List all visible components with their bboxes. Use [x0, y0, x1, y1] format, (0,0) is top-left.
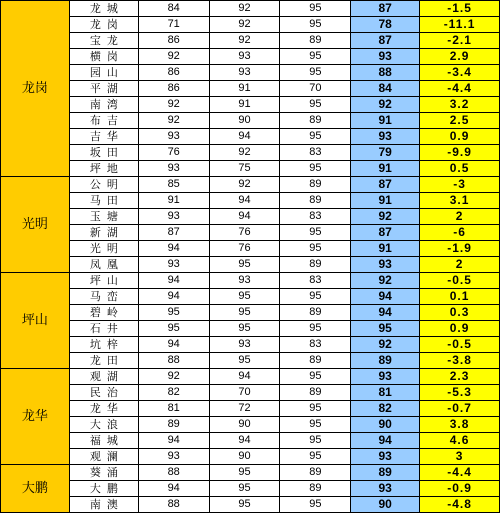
difference-cell: -6: [420, 225, 500, 241]
score-a-cell: 87: [138, 225, 209, 241]
unit-name-cell: 碧岭: [69, 305, 138, 321]
table-row: [1, 17, 500, 33]
difference-cell: 0.9: [420, 321, 500, 337]
difference-cell: -4.8: [420, 497, 500, 513]
score-c-cell: 83: [280, 337, 351, 353]
table-row: [1, 401, 500, 417]
score-a-cell: 92: [138, 97, 209, 113]
table-row: [1, 49, 500, 65]
score-c-cell: 89: [280, 33, 351, 49]
total-score-cell: 90: [351, 497, 420, 513]
difference-cell: -1.9: [420, 241, 500, 257]
score-a-cell: 94: [138, 289, 209, 305]
score-c-cell: 83: [280, 273, 351, 289]
total-score-cell: 82: [351, 401, 420, 417]
score-c-cell: 89: [280, 113, 351, 129]
difference-cell: 0.3: [420, 305, 500, 321]
score-c-cell: 95: [280, 1, 351, 17]
difference-cell: 0.1: [420, 289, 500, 305]
table-row: [1, 289, 500, 305]
total-score-cell: 92: [351, 337, 420, 353]
table-row: [1, 161, 500, 177]
score-c-cell: 95: [280, 129, 351, 145]
total-score-cell: 94: [351, 433, 420, 449]
score-a-cell: 93: [138, 449, 209, 465]
unit-name-cell: 坪山: [69, 273, 138, 289]
score-b-cell: 93: [209, 65, 280, 81]
table-row: [1, 177, 500, 193]
score-c-cell: 95: [280, 65, 351, 81]
total-score-cell: 91: [351, 241, 420, 257]
table-row: [1, 97, 500, 113]
score-b-cell: 90: [209, 113, 280, 129]
total-score-cell: 79: [351, 145, 420, 161]
score-a-cell: 92: [138, 113, 209, 129]
difference-cell: -11.1: [420, 17, 500, 33]
score-a-cell: 93: [138, 209, 209, 225]
unit-name-cell: 平湖: [69, 81, 138, 97]
score-a-cell: 76: [138, 145, 209, 161]
total-score-cell: 92: [351, 209, 420, 225]
score-c-cell: 89: [280, 481, 351, 497]
unit-name-cell: 龙华: [69, 401, 138, 417]
unit-name-cell: 光明: [69, 241, 138, 257]
unit-name-cell: 坂田: [69, 145, 138, 161]
table-row: [1, 193, 500, 209]
difference-cell: -9.9: [420, 145, 500, 161]
total-score-cell: 93: [351, 481, 420, 497]
table-row: [1, 337, 500, 353]
unit-name-cell: 南澳: [69, 497, 138, 513]
total-score-cell: 87: [351, 33, 420, 49]
score-a-cell: 71: [138, 17, 209, 33]
score-a-cell: 86: [138, 81, 209, 97]
score-b-cell: 90: [209, 449, 280, 465]
table-row: [1, 321, 500, 337]
total-score-cell: 93: [351, 49, 420, 65]
unit-name-cell: 横岗: [69, 49, 138, 65]
total-score-cell: 87: [351, 1, 420, 17]
table-row: [1, 465, 500, 481]
score-c-cell: 89: [280, 305, 351, 321]
difference-cell: 3: [420, 449, 500, 465]
total-score-cell: 81: [351, 385, 420, 401]
total-score-cell: 91: [351, 161, 420, 177]
score-c-cell: 95: [280, 449, 351, 465]
table-row: [1, 305, 500, 321]
score-b-cell: 92: [209, 145, 280, 161]
score-a-cell: 91: [138, 193, 209, 209]
table-row: [1, 65, 500, 81]
difference-cell: -2.1: [420, 33, 500, 49]
score-b-cell: 95: [209, 289, 280, 305]
total-score-cell: 93: [351, 369, 420, 385]
score-c-cell: 95: [280, 497, 351, 513]
district-cell: 坪山: [1, 273, 70, 369]
table-row: [1, 449, 500, 465]
total-score-cell: 92: [351, 273, 420, 289]
score-b-cell: 93: [209, 49, 280, 65]
table-row: [1, 209, 500, 225]
table-row: [1, 353, 500, 369]
score-a-cell: 86: [138, 33, 209, 49]
total-score-cell: 89: [351, 465, 420, 481]
unit-name-cell: 观湖: [69, 369, 138, 385]
score-a-cell: 86: [138, 65, 209, 81]
score-b-cell: 92: [209, 177, 280, 193]
difference-cell: -1.5: [420, 1, 500, 17]
score-a-cell: 93: [138, 129, 209, 145]
table-row: [1, 81, 500, 97]
score-c-cell: 95: [280, 97, 351, 113]
difference-cell: 3.2: [420, 97, 500, 113]
score-a-cell: 88: [138, 465, 209, 481]
difference-cell: -0.9: [420, 481, 500, 497]
unit-name-cell: 南湾: [69, 97, 138, 113]
unit-name-cell: 马田: [69, 193, 138, 209]
unit-name-cell: 民治: [69, 385, 138, 401]
score-b-cell: 93: [209, 337, 280, 353]
total-score-cell: 91: [351, 113, 420, 129]
score-c-cell: 95: [280, 321, 351, 337]
score-a-cell: 88: [138, 353, 209, 369]
score-b-cell: 95: [209, 305, 280, 321]
score-c-cell: 89: [280, 385, 351, 401]
score-c-cell: 83: [280, 209, 351, 225]
difference-cell: 4.6: [420, 433, 500, 449]
table-row: [1, 225, 500, 241]
score-a-cell: 89: [138, 417, 209, 433]
table-row: [1, 433, 500, 449]
score-a-cell: 93: [138, 161, 209, 177]
unit-name-cell: 龙田: [69, 353, 138, 369]
difference-cell: -5.3: [420, 385, 500, 401]
score-c-cell: 89: [280, 465, 351, 481]
total-score-cell: 95: [351, 321, 420, 337]
total-score-cell: 84: [351, 81, 420, 97]
difference-cell: -0.7: [420, 401, 500, 417]
total-score-cell: 93: [351, 449, 420, 465]
unit-name-cell: 宝龙: [69, 33, 138, 49]
score-b-cell: 93: [209, 273, 280, 289]
score-c-cell: 95: [280, 49, 351, 65]
difference-cell: 0.5: [420, 161, 500, 177]
total-score-cell: 87: [351, 225, 420, 241]
table-row: [1, 273, 500, 289]
score-a-cell: 92: [138, 369, 209, 385]
score-c-cell: 95: [280, 161, 351, 177]
table-row: [1, 497, 500, 513]
score-c-cell: 89: [280, 353, 351, 369]
score-a-cell: 85: [138, 177, 209, 193]
score-b-cell: 91: [209, 97, 280, 113]
score-b-cell: 95: [209, 321, 280, 337]
table-row: [1, 385, 500, 401]
score-table-body: [1, 1, 500, 513]
difference-cell: -3.4: [420, 65, 500, 81]
score-b-cell: 75: [209, 161, 280, 177]
score-c-cell: 95: [280, 433, 351, 449]
unit-name-cell: 龙城: [69, 1, 138, 17]
score-c-cell: 95: [280, 225, 351, 241]
district-cell: 龙华: [1, 369, 70, 465]
total-score-cell: 92: [351, 97, 420, 113]
district-cell: 大鹏: [1, 465, 70, 513]
difference-cell: 2: [420, 257, 500, 273]
total-score-cell: 94: [351, 289, 420, 305]
table-row: [1, 417, 500, 433]
score-b-cell: 94: [209, 193, 280, 209]
difference-cell: -3: [420, 177, 500, 193]
score-b-cell: 92: [209, 33, 280, 49]
unit-name-cell: 葵涌: [69, 465, 138, 481]
difference-cell: -4.4: [420, 81, 500, 97]
score-b-cell: 92: [209, 17, 280, 33]
score-c-cell: 83: [280, 145, 351, 161]
score-b-cell: 76: [209, 225, 280, 241]
table-row: [1, 145, 500, 161]
unit-name-cell: 公明: [69, 177, 138, 193]
score-c-cell: 95: [280, 369, 351, 385]
total-score-cell: 91: [351, 193, 420, 209]
unit-name-cell: 坪地: [69, 161, 138, 177]
district-cell: 龙岗: [1, 1, 70, 177]
unit-name-cell: 坑梓: [69, 337, 138, 353]
total-score-cell: 89: [351, 353, 420, 369]
unit-name-cell: 大鹏: [69, 481, 138, 497]
unit-name-cell: 吉华: [69, 129, 138, 145]
difference-cell: 0.9: [420, 129, 500, 145]
score-a-cell: 92: [138, 49, 209, 65]
score-a-cell: 95: [138, 305, 209, 321]
difference-cell: -3.8: [420, 353, 500, 369]
table-row: [1, 33, 500, 49]
difference-cell: 3.1: [420, 193, 500, 209]
score-c-cell: 95: [280, 17, 351, 33]
score-b-cell: 70: [209, 385, 280, 401]
difference-cell: -0.5: [420, 337, 500, 353]
difference-cell: 2.9: [420, 49, 500, 65]
score-b-cell: 91: [209, 81, 280, 97]
unit-name-cell: 观澜: [69, 449, 138, 465]
score-a-cell: 94: [138, 337, 209, 353]
score-a-cell: 94: [138, 433, 209, 449]
table-row: [1, 241, 500, 257]
table-row: [1, 1, 500, 17]
score-c-cell: 95: [280, 241, 351, 257]
score-b-cell: 94: [209, 209, 280, 225]
score-c-cell: 89: [280, 257, 351, 273]
unit-name-cell: 龙岗: [69, 17, 138, 33]
unit-name-cell: 新湖: [69, 225, 138, 241]
total-score-cell: 88: [351, 65, 420, 81]
difference-cell: 2.3: [420, 369, 500, 385]
total-score-cell: 93: [351, 129, 420, 145]
score-b-cell: 76: [209, 241, 280, 257]
unit-name-cell: 玉塘: [69, 209, 138, 225]
district-cell: 光明: [1, 177, 70, 273]
score-c-cell: 95: [280, 289, 351, 305]
table-row: [1, 481, 500, 497]
score-a-cell: 95: [138, 321, 209, 337]
score-a-cell: 94: [138, 273, 209, 289]
score-a-cell: 94: [138, 481, 209, 497]
score-a-cell: 81: [138, 401, 209, 417]
difference-cell: 2: [420, 209, 500, 225]
score-c-cell: 89: [280, 193, 351, 209]
score-b-cell: 94: [209, 369, 280, 385]
unit-name-cell: 大浪: [69, 417, 138, 433]
unit-name-cell: 布吉: [69, 113, 138, 129]
total-score-cell: 78: [351, 17, 420, 33]
score-b-cell: 90: [209, 417, 280, 433]
difference-cell: 2.5: [420, 113, 500, 129]
total-score-cell: 90: [351, 417, 420, 433]
score-c-cell: 95: [280, 417, 351, 433]
score-b-cell: 94: [209, 129, 280, 145]
score-a-cell: 94: [138, 241, 209, 257]
score-b-cell: 95: [209, 353, 280, 369]
difference-cell: 3.8: [420, 417, 500, 433]
score-c-cell: 95: [280, 401, 351, 417]
unit-name-cell: 福城: [69, 433, 138, 449]
table-row: [1, 257, 500, 273]
score-c-cell: 70: [280, 81, 351, 97]
difference-cell: -4.4: [420, 465, 500, 481]
score-a-cell: 82: [138, 385, 209, 401]
table-row: [1, 113, 500, 129]
score-b-cell: 72: [209, 401, 280, 417]
score-b-cell: 94: [209, 433, 280, 449]
total-score-cell: 87: [351, 177, 420, 193]
unit-name-cell: 马峦: [69, 289, 138, 305]
total-score-cell: 93: [351, 257, 420, 273]
score-a-cell: 88: [138, 497, 209, 513]
score-b-cell: 95: [209, 465, 280, 481]
score-b-cell: 95: [209, 481, 280, 497]
unit-name-cell: 园山: [69, 65, 138, 81]
unit-name-cell: 凤凰: [69, 257, 138, 273]
unit-name-cell: 石井: [69, 321, 138, 337]
total-score-cell: 94: [351, 305, 420, 321]
score-b-cell: 95: [209, 497, 280, 513]
table-row: [1, 369, 500, 385]
score-a-cell: 84: [138, 1, 209, 17]
difference-cell: -0.5: [420, 273, 500, 289]
score-b-cell: 92: [209, 1, 280, 17]
score-c-cell: 89: [280, 177, 351, 193]
table-row: [1, 129, 500, 145]
score-a-cell: 93: [138, 257, 209, 273]
score-b-cell: 95: [209, 257, 280, 273]
